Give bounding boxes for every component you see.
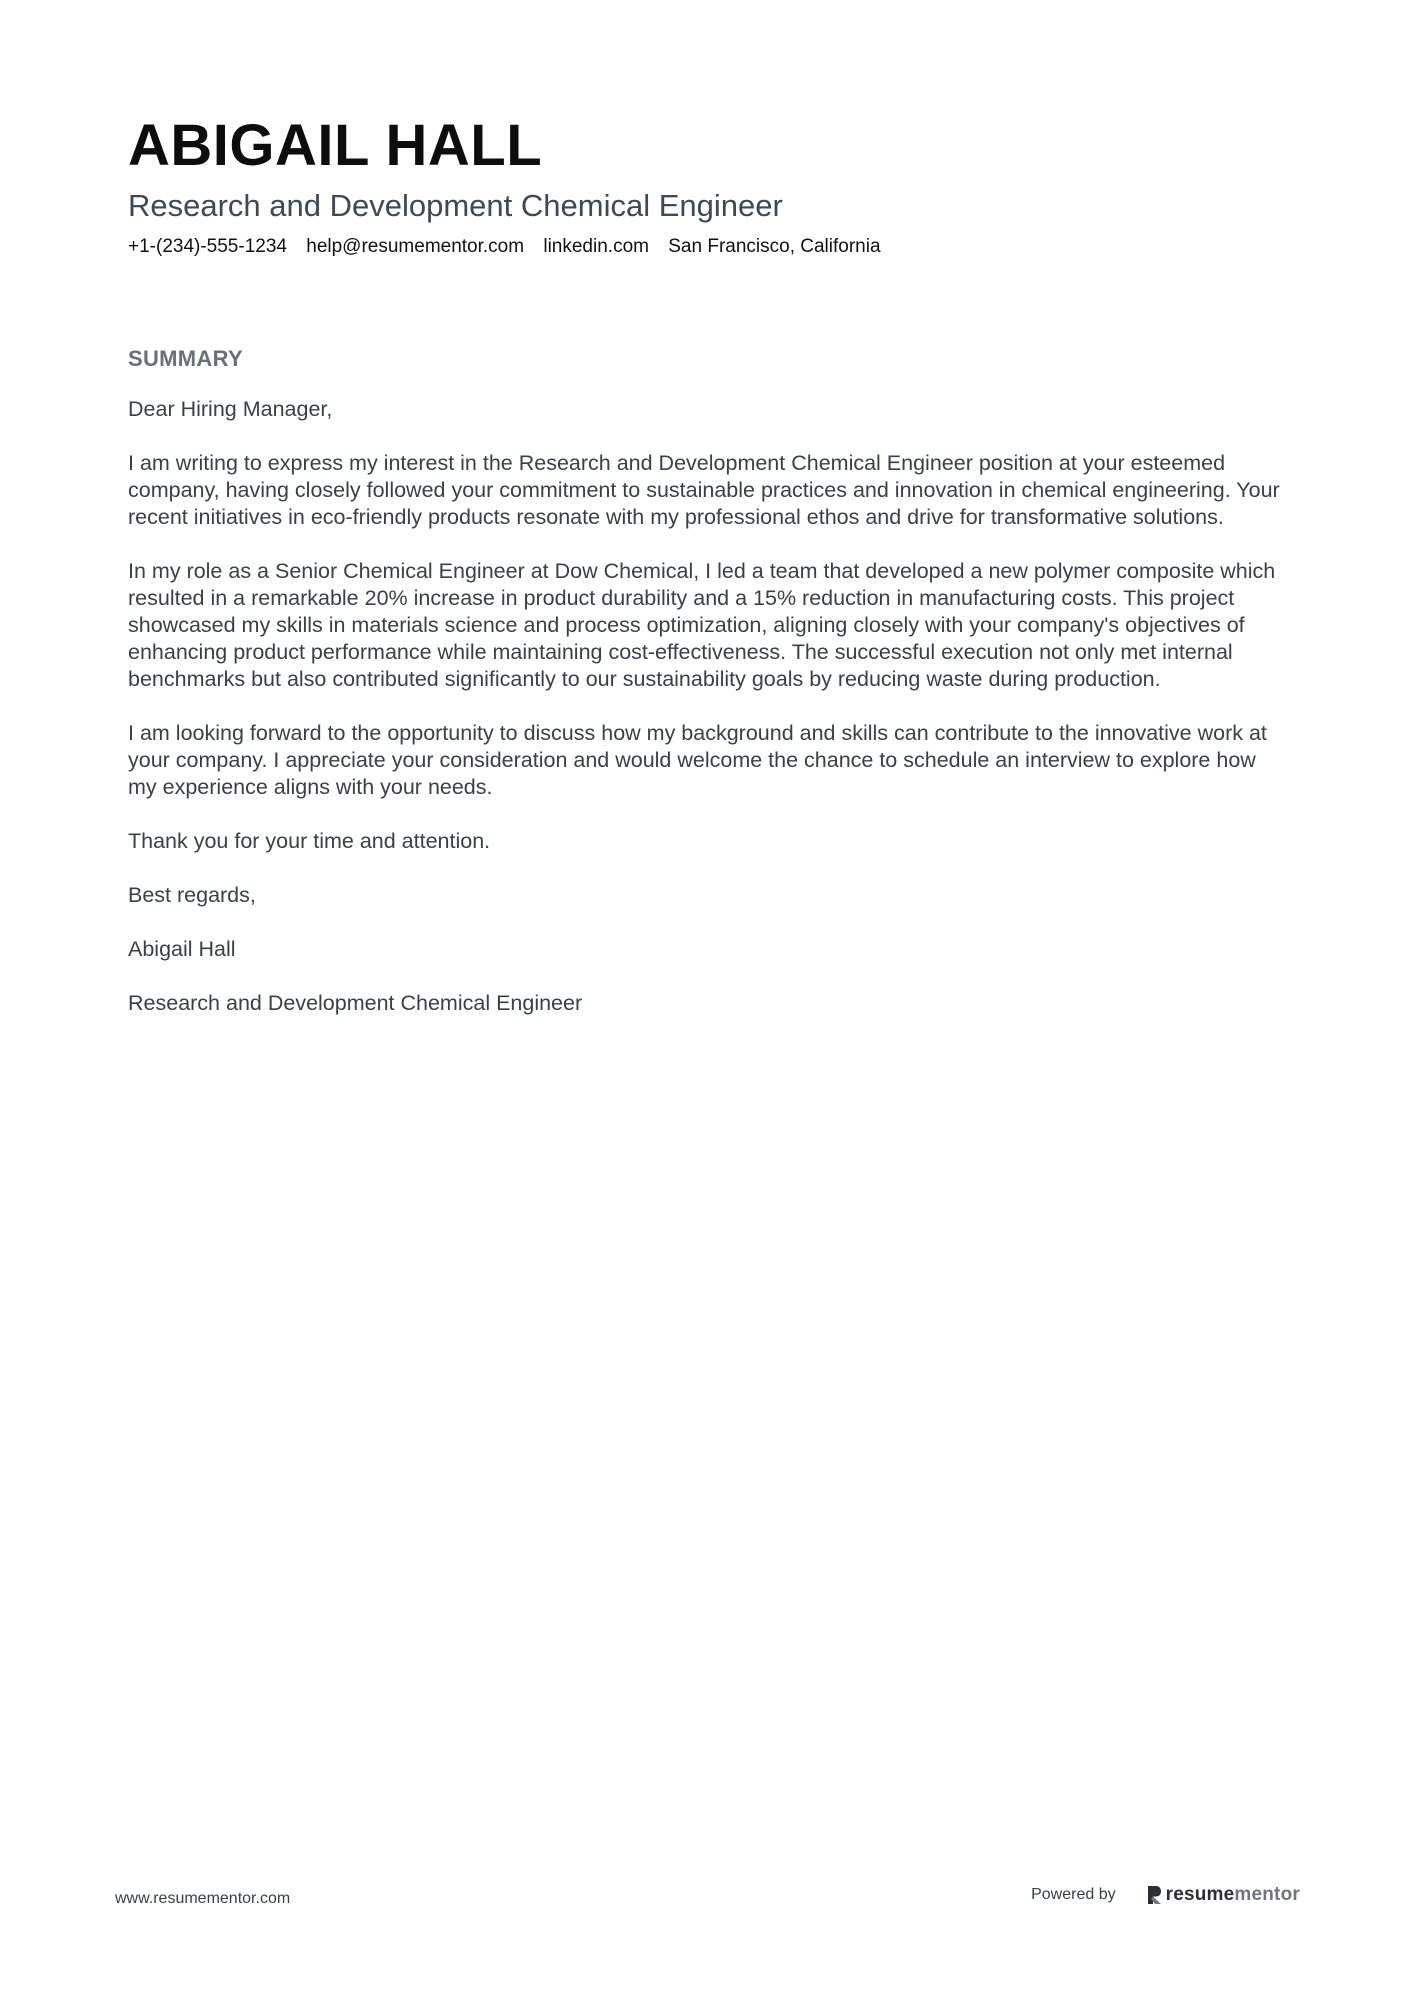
applicant-title: Research and Development Chemical Engineer bbox=[128, 188, 783, 223]
section-heading: SUMMARY bbox=[128, 346, 243, 371]
closing-thanks: Thank you for your time and attention. bbox=[128, 829, 491, 853]
contact-line bbox=[128, 234, 1288, 260]
brand-name-part1: resume bbox=[1165, 1884, 1235, 1905]
body-paragraph: I am looking forward to the opportunity to discuss how my background and skills can contribute to the innovative work at your company. I appreciate your consideration and would welcome the chance to schedule an interview to explore how my experience aligns with your needs. bbox=[128, 721, 1267, 799]
contact-phone: +1-(234)-555-1234 bbox=[128, 236, 287, 257]
signature-title: Research and Development Chemical Engineer bbox=[128, 991, 583, 1015]
contact-email[interactable]: help@resumementor.com bbox=[306, 236, 525, 257]
contact-linkedin[interactable]: linkedin.com bbox=[543, 236, 649, 257]
footer-website[interactable]: www.resumementor.com bbox=[115, 1890, 291, 1907]
powered-by-label: Powered by bbox=[1031, 1886, 1116, 1903]
brand-logo[interactable] bbox=[1146, 1884, 1300, 1906]
brand-name-part2: mentor bbox=[1234, 1884, 1300, 1905]
contact-location: San Francisco, California bbox=[668, 236, 881, 257]
body-paragraph: In my role as a Senior Chemical Engineer at Dow Chemical, I led a team that developed a new polymer composite which resulted in a remarkable 20% increase in product durability and a 15% reduction in manufacturing costs. This project showcased my skills in materials science and process optimization, aligning closely with your company's objectives of enhancing product performance while maintaining cost-effectiveness. The successful execution not only met internal benchmarks but also contributed significantly to our sustainability goals by reducing waste during production. bbox=[128, 559, 1276, 691]
body-paragraph: I am writing to express my interest in the Research and Development Chemical Engineer position at your esteemed company, having closely followed your commitment to sustainable practices and innovation in chemical engineering. Your recent initiatives in eco-friendly products resonate with my professional ethos and drive for transformative solutions. bbox=[128, 451, 1280, 529]
resumementor-logo-icon bbox=[1146, 1885, 1162, 1905]
signature-name: Abigail Hall bbox=[128, 937, 236, 961]
salutation: Dear Hiring Manager, bbox=[128, 397, 333, 421]
letter-header bbox=[128, 112, 1288, 260]
footer-branding bbox=[1031, 1884, 1300, 1906]
sign-off: Best regards, bbox=[128, 883, 256, 907]
applicant-name: ABIGAIL HALL bbox=[128, 113, 543, 178]
summary-section bbox=[128, 344, 1288, 1044]
